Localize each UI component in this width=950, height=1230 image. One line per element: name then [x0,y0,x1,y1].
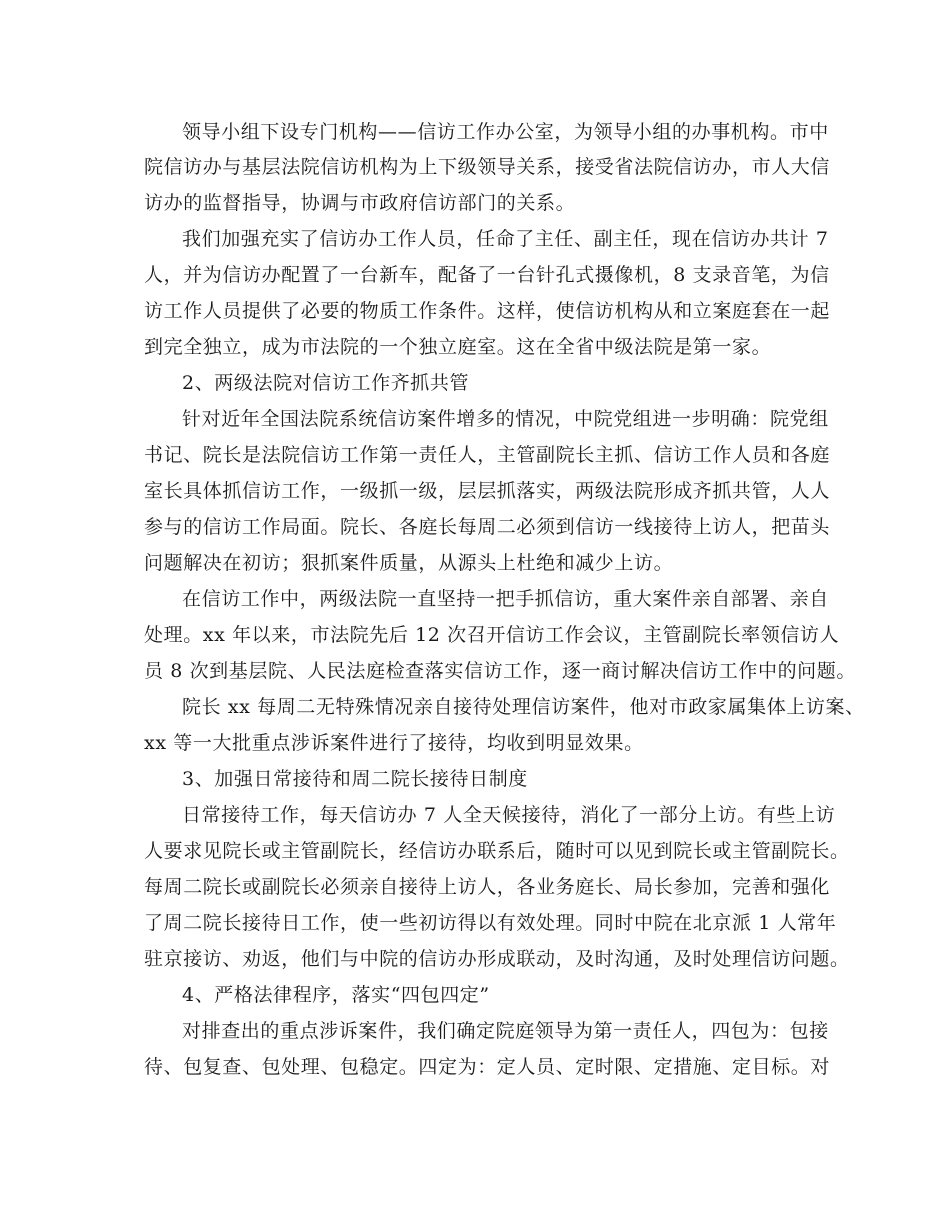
text-line: 日常接待工作，每天信访办 7 人全天候接待，消化了一部分上访。有些上访 [182,804,836,826]
text-line: 人要求见院长或主管副院长，经信访办联系后，随时可以见到院长或主管副院长。 [144,840,850,862]
text-line: 参与的信访工作局面。院长、各庭长每周二必须到信访一线接待上访人，把苗头 [144,516,831,538]
text-line: 员 8 次到基层院、人民法庭检查落实信访工作，逐一商讨解决信访工作中的问题。 [144,660,856,682]
text-line: 了周二院长接待日工作，使一些初访得以有效处理。同时中院在北京派 1 人常年 [144,912,837,934]
section-heading: 2、两级法院对信访工作齐抓共管 [182,372,470,394]
text-line: 每周二院长或副院长必须亲自接待上访人，各业务庭长、局长参加，完善和强化 [144,876,831,898]
section-heading: 3、加强日常接待和周二院长接待日制度 [182,768,528,790]
text-line: 对排查出的重点涉诉案件，我们确定院庭领导为第一责任人，四包为：包接 [182,1020,829,1042]
text-line: 我们加强充实了信访办工作人员，任命了主任、副主任，现在信访办共计 7 [182,228,829,250]
text-line: 人，并为信访办配置了一台新车，配备了一台针孔式摄像机，8 支录音笔，为信 [144,264,830,286]
text-line: 到完全独立，成为市法院的一个独立庭室。这在全省中级法院是第一家。 [144,336,772,358]
text-line: 针对近年全国法院系统信访案件增多的情况，中院党组进一步明确：院党组 [182,408,829,430]
text-line: 院长 xx 每周二无特殊情况亲自接待处理信访案件，他对市政家属集体上访案、 [182,696,865,718]
text-line: 领导小组下设专门机构——信访工作办公室，为领导小组的办事机构。市中 [182,121,829,143]
text-line: 访工作人员提供了必要的物质工作条件。这样，使信访机构从和立案庭套在一起 [144,300,831,322]
text-line: 访办的监督指导，协调与市政府信访部门的关系。 [144,192,576,214]
text-line: 室长具体抓信访工作，一级抓一级，层层抓落实，两级法院形成齐抓共管，人人 [144,480,831,502]
text-line: 待、包复查、包处理、包稳定。四定为：定人员、定时限、定措施、定目标。对 [144,1056,831,1078]
text-line: 驻京接访、劝返，他们与中院的信访办形成联动，及时沟通，及时处理信访问题。 [144,948,850,970]
text-line: 处理。xx 年以来，市法院先后 12 次召开信访工作会议，主管副院长率领信访人 [144,624,840,646]
text-line: xx 等一大批重点涉诉案件进行了接待，均收到明显效果。 [144,732,644,754]
section-heading: 4、严格法律程序，落实“四包四定” [182,984,490,1006]
text-line: 书记、院长是法院信访工作第一责任人，主管副院长主抓、信访工作人员和各庭 [144,444,831,466]
text-line: 院信访办与基层法院信访机构为上下级领导关系，接受省法院信访办，市人大信 [144,156,831,178]
text-line: 在信访工作中，两级法院一直坚持一把手抓信访，重大案件亲自部署、亲自 [182,588,829,610]
text-line: 问题解决在初访；狠抓案件质量，从源头上杜绝和减少上访。 [144,552,674,574]
